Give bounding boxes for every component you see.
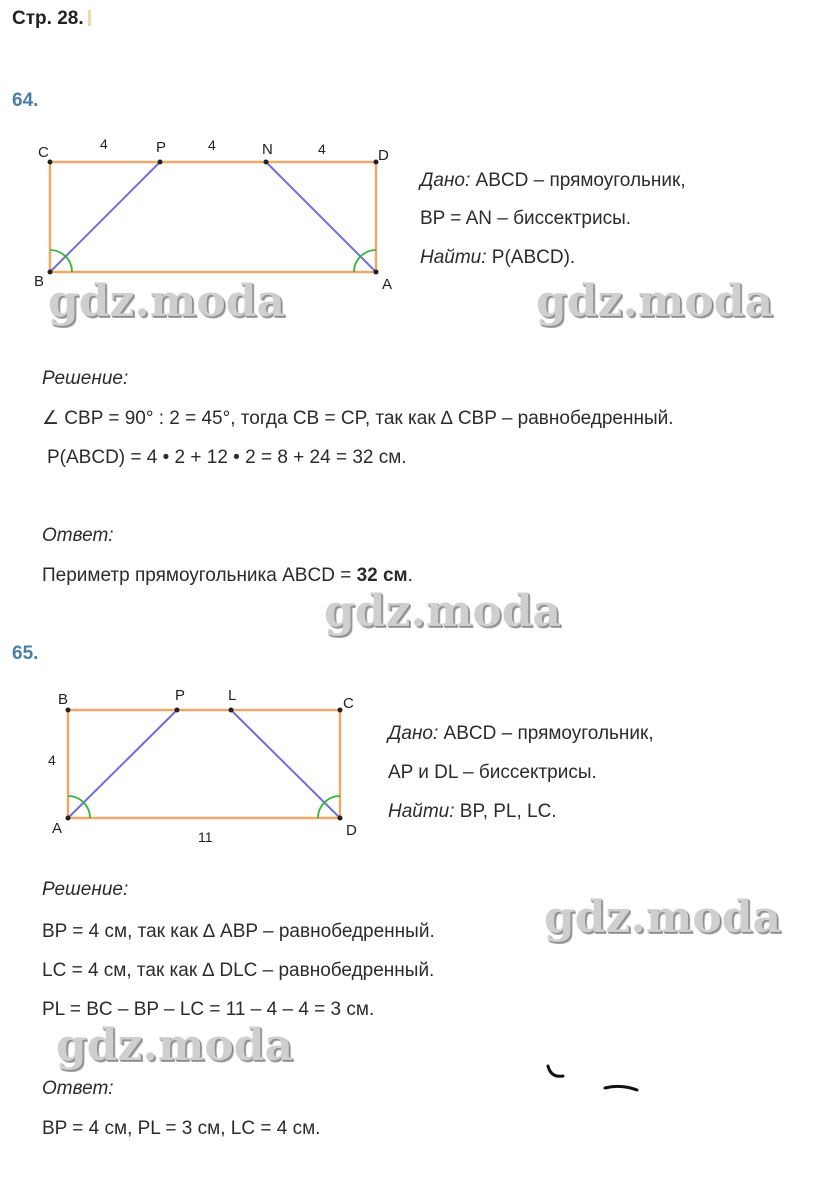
problem-65-solution-line2: LC = 4 см, так как ∆ DLC – равнобедренный. <box>42 960 435 981</box>
page-title: Стр. 28. <box>12 8 84 29</box>
problem-64-find <box>420 247 575 269</box>
problem-64-answer-label: Ответ: <box>42 525 114 546</box>
label-l: L <box>228 687 237 704</box>
label-a: A <box>382 276 393 293</box>
watermark: gdz.moda <box>536 276 774 327</box>
problem-65-given-line2: AP и DL – биссектрисы. <box>388 762 597 783</box>
point-c <box>338 708 343 713</box>
problem-64-given-line2: BP = AN – биссектрисы. <box>420 208 632 229</box>
label-p: P <box>156 139 167 156</box>
problem-65-solution-line3: PL = BC – BP – LC = 11 – 4 – 4 = 3 см. <box>42 999 375 1020</box>
bisector-bp <box>50 162 160 272</box>
segment-pn-length: 4 <box>208 137 216 153</box>
label-p: P <box>175 687 186 704</box>
find-label: Найти: <box>420 247 487 268</box>
segment-nd-length: 4 <box>318 141 326 157</box>
label-b: B <box>34 273 45 290</box>
problem-65-answer: BP = 4 см, PL = 3 см, LC = 4 см. <box>42 1118 321 1139</box>
find-text: P(ABCD). <box>486 247 576 268</box>
page-header <box>12 8 91 30</box>
problem-65-solution-line1: BP = 4 см, так как ∆ ABP – равнобедренный. <box>42 921 435 942</box>
problem-64-number: 64. <box>12 90 39 111</box>
point-p <box>158 160 163 165</box>
point-p <box>175 708 180 713</box>
bisector-dl <box>231 710 340 818</box>
find-text: BP, PL, LC. <box>454 801 557 822</box>
problem-65-figure <box>40 684 380 850</box>
watermark: gdz.moda <box>56 1020 294 1071</box>
watermark: gdz.moda <box>544 892 782 943</box>
point-b <box>48 270 53 275</box>
label-c: C <box>38 144 49 161</box>
problem-65-given <box>388 723 654 745</box>
problem-65-solution-label: Решение: <box>42 879 129 900</box>
side-ad-length: 11 <box>198 829 213 845</box>
label-d: D <box>378 147 389 164</box>
problem-65-answer-label: Ответ: <box>42 1078 114 1099</box>
decorative-marks <box>545 1062 645 1098</box>
watermark: gdz.moda <box>48 276 286 327</box>
point-n <box>264 160 269 165</box>
header-mark <box>88 10 91 26</box>
find-label: Найти: <box>388 801 455 822</box>
bisector-ap <box>68 710 177 818</box>
problem-64-answer <box>42 565 413 587</box>
label-n: N <box>262 141 273 158</box>
problem-65-number: 65. <box>12 643 39 664</box>
point-a <box>374 270 379 275</box>
problem-65-find <box>388 801 557 823</box>
point-a <box>66 816 71 821</box>
problem-64-solution-label: Решение: <box>42 368 129 389</box>
given-label: Дано: <box>388 723 439 744</box>
point-b <box>66 708 71 713</box>
answer-value: 32 см <box>356 565 408 586</box>
given-text: ABCD – прямоугольник, <box>470 170 686 191</box>
side-ab-length: 4 <box>48 752 56 768</box>
label-a: A <box>52 820 63 837</box>
problem-64-solution-line2: P(ABCD) = 4 • 2 + 12 • 2 = 8 + 24 = 32 см. <box>47 447 407 468</box>
answer-text: Периметр прямоугольника ABCD = <box>42 565 357 586</box>
segment-cp-length: 4 <box>100 136 108 152</box>
label-c: C <box>343 695 354 712</box>
rectangle-abcd <box>50 162 376 272</box>
rectangle-abcd <box>68 710 340 818</box>
problem-64-figure <box>30 136 410 296</box>
label-b: B <box>58 691 69 708</box>
problem-64-solution-line1: ∠ CBP = 90° : 2 = 45°, тогда CB = CP, так как ∆ CBP – равнобедренный. <box>42 408 674 429</box>
problem-64-given <box>420 170 686 192</box>
label-d: D <box>346 822 357 839</box>
point-l <box>229 708 234 713</box>
watermark: gdz.moda <box>324 586 562 637</box>
bisector-an <box>266 162 376 272</box>
point-d <box>338 816 343 821</box>
given-label: Дано: <box>420 170 471 191</box>
answer-period: . <box>407 565 413 586</box>
given-text: ABCD – прямоугольник, <box>438 723 654 744</box>
